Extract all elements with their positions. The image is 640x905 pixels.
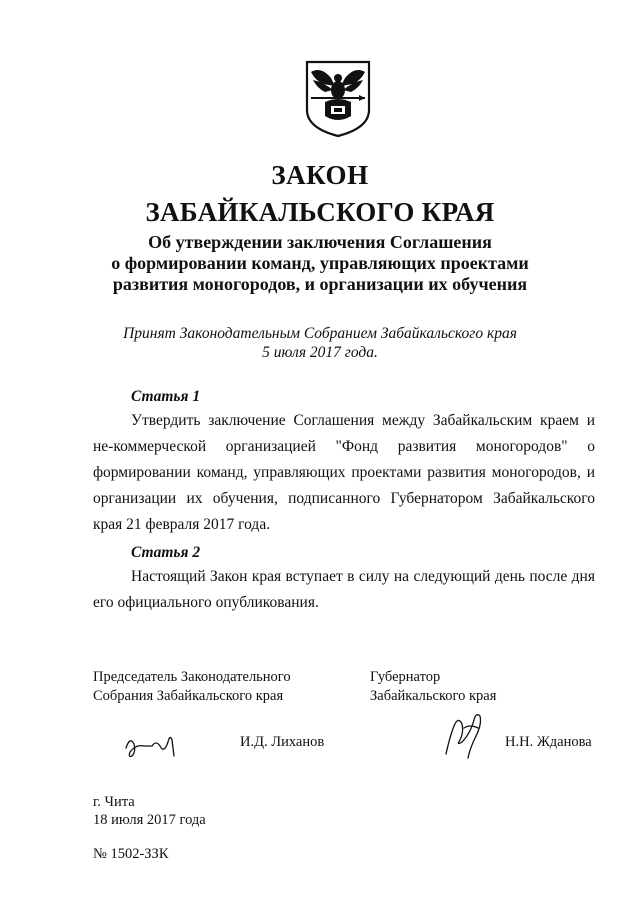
coat-of-arms-emblem [301,58,375,138]
region-title: ЗАБАЙКАЛЬСКОГО КРАЯ [145,197,495,227]
chairman-signature [122,726,182,762]
chairman-title-line: Председатель Законодательного [93,669,291,685]
article-2-heading: Статья 2 [131,544,201,561]
law-title: ЗАКОН [271,160,369,190]
subject-line: Об утверждении заключения Соглашения [148,232,492,252]
article-1-heading: Статья 1 [131,388,201,405]
law-number: № 1502-ЗЗК [93,846,169,862]
governor-title-line: Губернатор [370,669,441,685]
article-2-text: Настоящий Закон края вступает в силу на следующий день после дня его официального опубликования. [93,568,595,611]
adoption-line: Принят Законодательным Собранием Забайкальского края [123,325,517,342]
governor-title-line: Забайкальского края [370,688,497,704]
governor-name: Н.Н. Жданова [505,734,592,750]
chairman-title [93,668,291,706]
law-subject [0,232,640,295]
signing-date: 18 июля 2017 года [93,812,206,828]
governor-title [370,668,496,706]
article-1-text: Утвердить заключение Соглашения между Забайкальским краем и не-коммерческой организацией "Фонд развития моногородов" о формировании команд, управляющих проектами развития моногородов, и организации их обучения, подписанного Губернатором Забайкальского края 21 февраля 2017 года. [93,412,595,533]
governor-signature [440,706,490,762]
adoption-line: 5 июля 2017 года. [262,344,378,361]
subject-line: развития моногородов, и организации их обучения [112,274,528,294]
chairman-title-line: Собрания Забайкальского края [93,688,284,704]
adoption-note [0,324,640,362]
city: г. Чита [93,794,135,810]
subject-line: о формировании команд, управляющих проектами [111,253,529,273]
chairman-name: И.Д. Лиханов [240,734,325,750]
